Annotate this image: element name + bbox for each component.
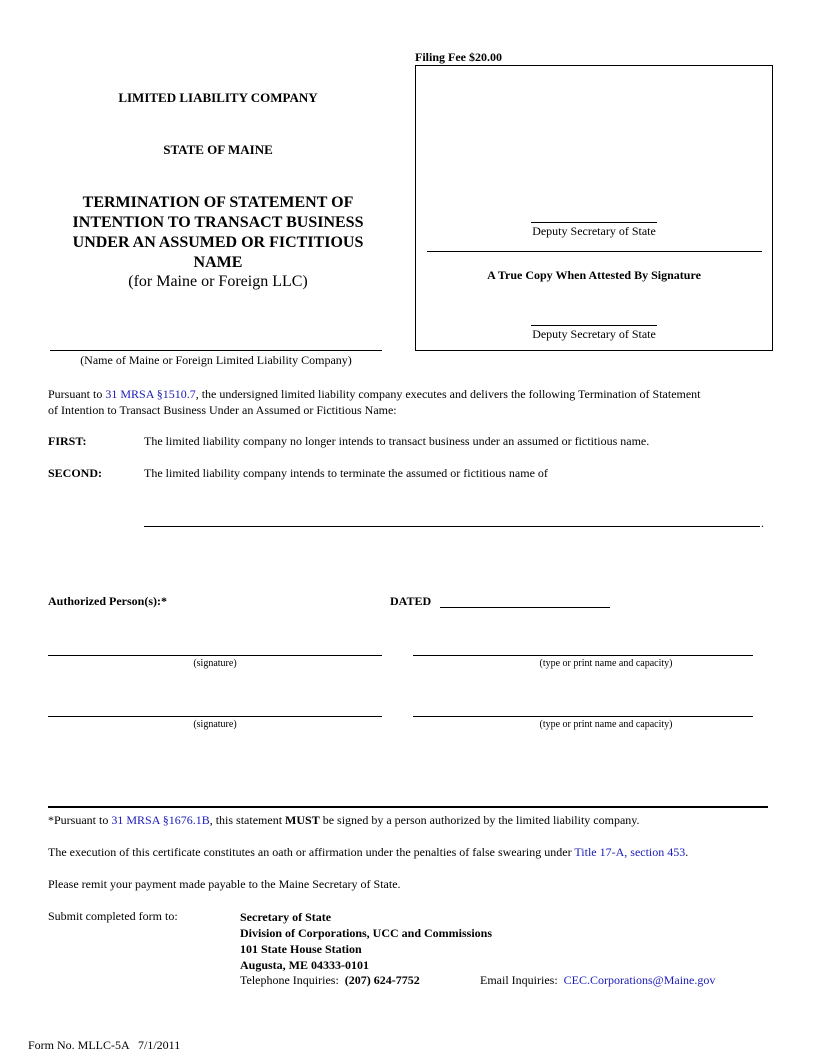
form-number: Form No. MLLC-5A 7/1/2011 bbox=[28, 1038, 181, 1052]
mailing-address: Secretary of State Division of Corporations, UCC and Commissions 101 State House Station Augusta, ME 04333-0101 bbox=[240, 910, 493, 972]
name-caption-1: (type or print name and capacity) bbox=[539, 658, 673, 669]
page-title: TERMINATION OF STATEMENT OF INTENTION TO TRANSACT BUSINESS UNDER AN ASSUMED OR FICTITIOUS NAME bbox=[72, 194, 364, 271]
signature-line-1[interactable] bbox=[48, 655, 382, 656]
dated-label: DATED bbox=[390, 594, 432, 608]
first-text: The limited liability company no longer intends to transact business under an assumed or fictitious name. bbox=[144, 434, 650, 448]
dated-line[interactable] bbox=[440, 607, 610, 608]
deputy-signature-line-1 bbox=[531, 222, 657, 223]
name-capacity-line-2[interactable] bbox=[413, 716, 753, 717]
page-subtitle: (for Maine or Foreign LLC) bbox=[128, 273, 308, 290]
signature-caption-1: (signature) bbox=[193, 658, 237, 669]
signature-caption-2: (signature) bbox=[193, 719, 237, 730]
state-heading: STATE OF MAINE bbox=[163, 142, 273, 157]
oath-statement: The execution of this certificate constitutes an oath or affirmation under the penalties of false swearing under Title 17-A, section 453. bbox=[48, 845, 689, 859]
statute-link-1510[interactable]: 31 MRSA §1510.7 bbox=[105, 387, 196, 401]
signature-line-2[interactable] bbox=[48, 716, 382, 717]
statute-link-1676[interactable]: 31 MRSA §1676.1B bbox=[111, 813, 210, 827]
office-use-box bbox=[415, 65, 773, 351]
intro-paragraph: Pursuant to 31 MRSA §1510.7, the undersigned limited liability company executes and delivers the following Termination of Statement of Intention to Transact Business Under an Assumed or Fictitious Name: bbox=[48, 387, 701, 417]
second-text: The limited liability company intends to terminate the assumed or fictitious name of bbox=[144, 466, 548, 480]
company-name-line[interactable] bbox=[50, 350, 382, 351]
deputy-signature-line-2 bbox=[531, 325, 657, 326]
second-label: SECOND: bbox=[48, 466, 103, 480]
true-copy-note: A True Copy When Attested By Signature bbox=[487, 268, 701, 282]
deputy-caption-2: Deputy Secretary of State bbox=[532, 327, 656, 341]
authorized-persons-label: Authorized Person(s):* bbox=[48, 594, 167, 608]
remit-instruction: Please remit your payment made payable to the Maine Secretary of State. bbox=[48, 877, 401, 891]
form-type-heading: LIMITED LIABILITY COMPANY bbox=[118, 90, 318, 105]
name-capacity-line-1[interactable] bbox=[413, 655, 753, 656]
company-name-caption: (Name of Maine or Foreign Limited Liability Company) bbox=[80, 353, 352, 367]
email-inquiries: Email Inquiries: CEC.Corporations@Maine.gov bbox=[480, 973, 716, 987]
phone-inquiries: Telephone Inquiries: (207) 624-7752 bbox=[240, 973, 420, 987]
fictitious-name-line[interactable] bbox=[144, 526, 760, 527]
name-caption-2: (type or print name and capacity) bbox=[539, 719, 673, 730]
deputy-caption-1: Deputy Secretary of State bbox=[532, 224, 656, 238]
office-box-divider bbox=[427, 251, 762, 252]
title-17a-link[interactable]: Title 17-A, section 453 bbox=[574, 845, 686, 859]
first-label: FIRST: bbox=[48, 434, 87, 448]
line-end-period: . bbox=[761, 516, 764, 530]
footnote: *Pursuant to 31 MRSA §1676.1B, this statement MUST be signed by a person authorized by the limited liability company. bbox=[48, 813, 640, 827]
footnote-divider bbox=[48, 806, 768, 808]
email-link[interactable]: CEC.Corporations@Maine.gov bbox=[563, 973, 716, 987]
submit-label: Submit completed form to: bbox=[48, 909, 178, 923]
filing-fee: Filing Fee $20.00 bbox=[415, 50, 502, 64]
